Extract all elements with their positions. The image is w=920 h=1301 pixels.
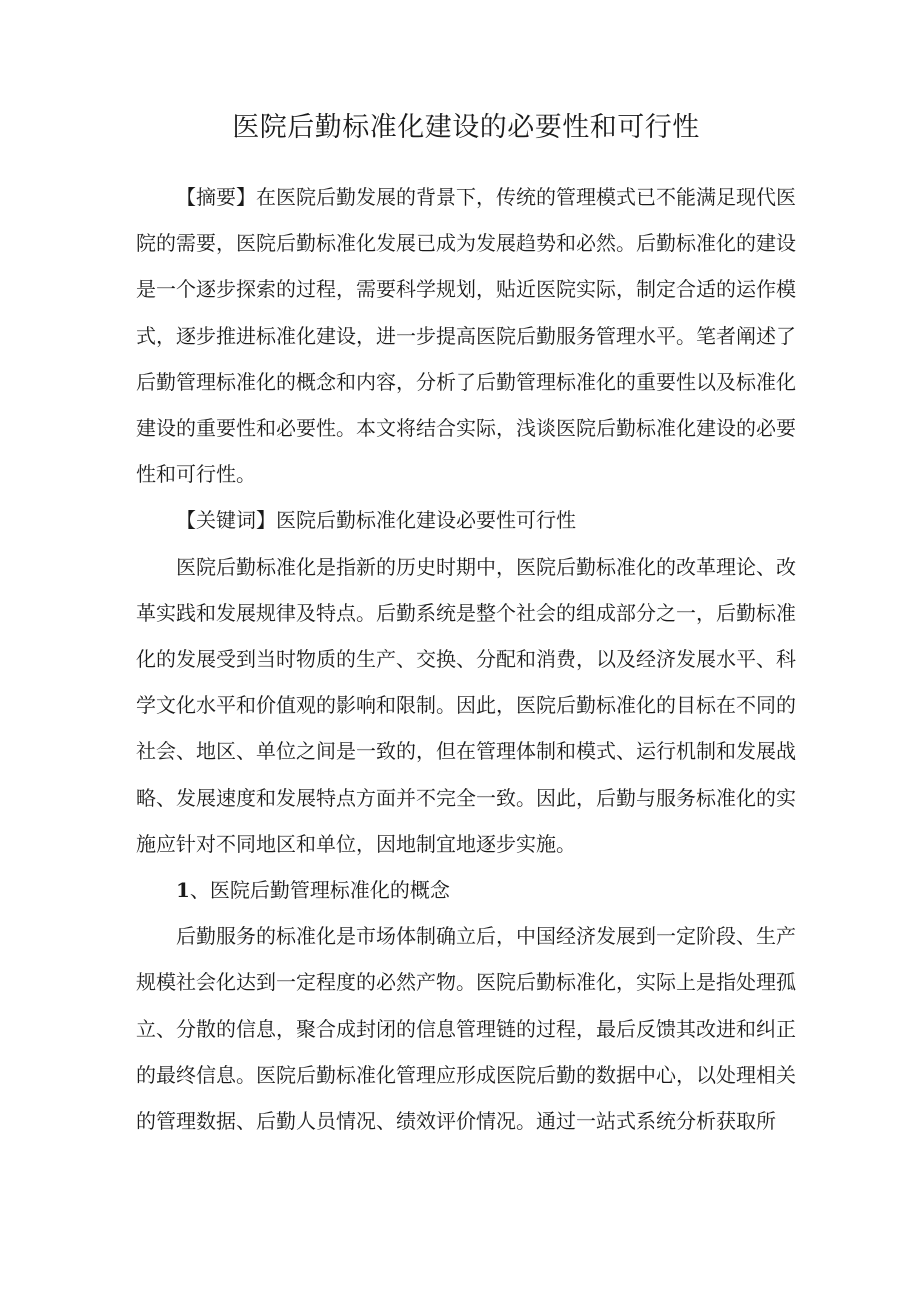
intro-paragraph: 医院后勤标准化是指新的历史时期中，医院后勤标准化的改革理论、改革实践和发展规律及特点。后勤系统是整个社会的组成部分之一，后勤标准化的发展受到当时物质的生产、交换、分配和消费，以及经济发展水平、科学文化水平和价值观的影响和限制。因此，医院后勤标准化的目标在不同的社会、地区、单位之间是一致的，但在管理体制和模式、运行机制和发展战略、发展速度和发展特点方面并不完全一致。因此，后勤与服务标准化的实施应针对不同地区和单位，因地制宜地逐步实施。	[136, 554, 796, 856]
section-1-paragraph: 后勤服务的标准化是市场体制确立后，中国经济发展到一定阶段、生产规模社会化达到一定程度的必然产物。医院后勤标准化，实际上是指处理孤立、分散的信息，聚合成封闭的信息管理链的过程，最后反馈其改进和纠正的最终信息。医院后勤标准化管理应形成医院后勤的数据中心，以处理相关的管理数据、后勤人员情况、绩效评价情况。通过一站式系统分析获取所	[136, 924, 796, 1134]
document-body	[136, 106, 796, 1144]
section-1-heading	[136, 867, 796, 913]
abstract-paragraph: 【摘要】在医院后勤发展的背景下，传统的管理模式已不能满足现代医院的需要，医院后勤标准化发展已成为发展趋势和必然。后勤标准化的建设是一个逐步探索的过程，需要科学规划，贴近医院实际，制定合适的运作模式，逐步推进标准化建设，进一步提高医院后勤服务管理水平。笔者阐述了后勤管理标准化的概念和内容，分析了后勤管理标准化的重要性以及标准化建设的重要性和必要性。本文将结合实际，浅谈医院后勤标准化建设的必要性和可行性。	[136, 185, 796, 487]
section-1-number: 1	[176, 878, 190, 903]
section-1-title: 、医院后勤管理标准化的概念	[189, 878, 450, 903]
document-title: 医院后勤标准化建设的必要性和可行性	[232, 112, 700, 143]
keywords-paragraph: 【关键词】医院后勤标准化建设必要性可行性	[176, 508, 576, 533]
